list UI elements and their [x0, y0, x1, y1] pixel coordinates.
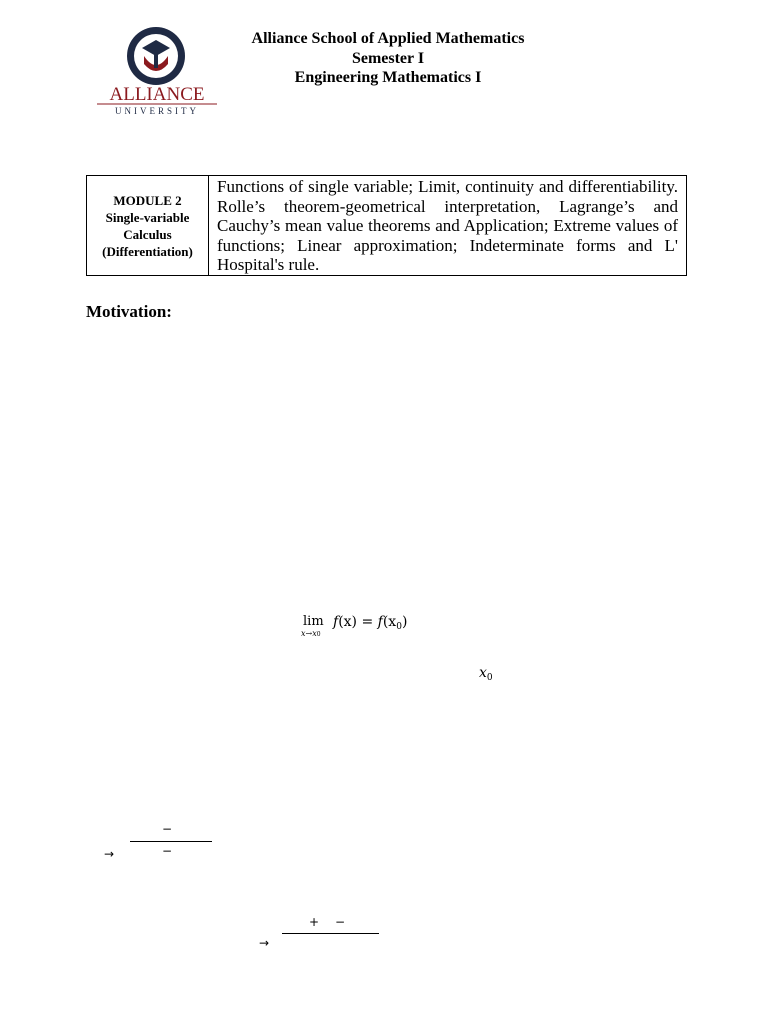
module-label-cell: [87, 176, 209, 275]
module-table: [86, 175, 687, 276]
minus-sign: −: [162, 822, 173, 836]
logo-subtitle: UNIVERSITY: [115, 106, 199, 116]
module-subtitle-1: Single-variable: [105, 209, 190, 225]
semester: Semester I: [351, 50, 425, 67]
school-name: Alliance School of Applied Mathematics: [251, 30, 525, 47]
motivation-heading: Motivation:: [86, 302, 172, 321]
limit-word: lim: [303, 614, 324, 629]
fraction-bar: [282, 933, 379, 934]
logo-wordmark: ALLIANCE: [109, 84, 205, 105]
module-subtitle-3: (Differentiation): [102, 243, 193, 259]
module-description: Functions of single variable; Limit, continuity and differentiability. Rolle’s theorem-geometrical interpretation, Lagrange’s and Cauchy’s mean value theorems and Application; Extreme values of functions; Linear approximation; Indeterminate forms and L' Hospital's rule.: [217, 177, 678, 275]
plus-sign: +: [309, 915, 320, 929]
fraction-bar: [130, 841, 212, 842]
module-title: MODULE 2: [113, 192, 182, 208]
x-naught: $x_0$: [479, 665, 493, 683]
arrow: →: [259, 936, 270, 950]
limit-subscript: x→x0: [301, 629, 321, 638]
continuity-equation: $f(x) = f(x_0)$: [333, 614, 408, 632]
minus-sign: −: [162, 844, 173, 858]
arrow: →: [104, 847, 115, 861]
course-name: Engineering Mathematics I: [294, 69, 482, 86]
module-subtitle-2: Calculus: [123, 226, 172, 242]
minus-sign: −: [335, 915, 346, 929]
